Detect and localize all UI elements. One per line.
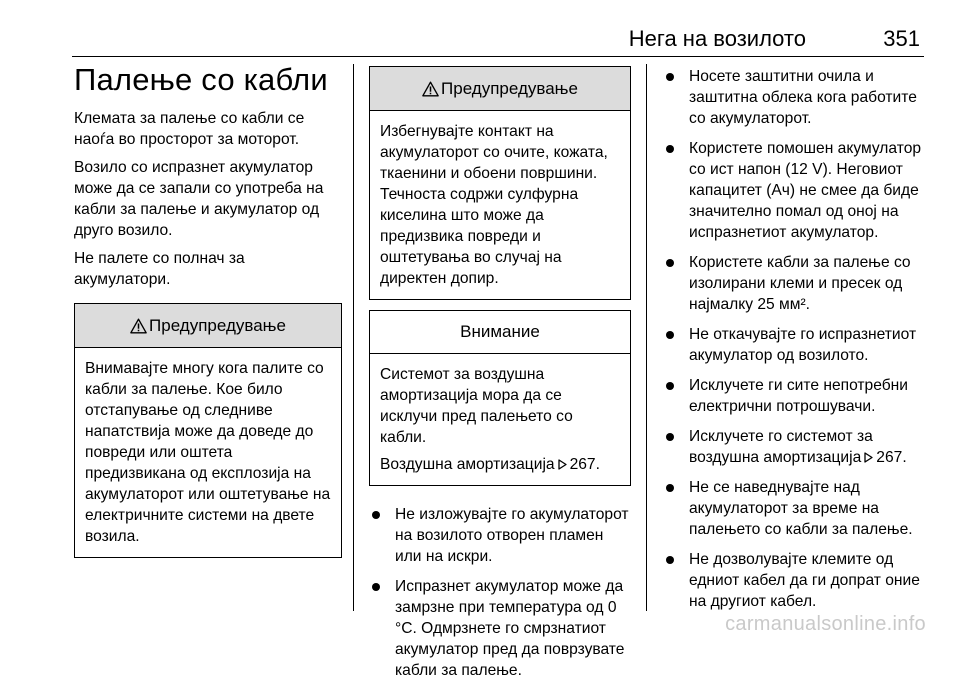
list-item-text: Не дозволувајте клемите од едниот кабел да ги допрат оние на другиот кабел. bbox=[689, 551, 920, 610]
bullet-icon bbox=[666, 484, 674, 492]
warning-box-heading bbox=[370, 67, 630, 111]
warning-heading-text: Предупредување bbox=[441, 78, 578, 98]
list-item bbox=[663, 66, 929, 129]
notice-text: Системот за воздушна амортизација мора да се исклучи пред палењето со кабли. bbox=[380, 366, 573, 446]
paragraph: Не палете со полнач за акумулатори. bbox=[74, 250, 245, 288]
list-item-text: Исклучете го системот за воздушна амортизација bbox=[689, 428, 873, 466]
page-number: 351 bbox=[883, 26, 920, 51]
list-item bbox=[663, 426, 929, 468]
warning-box bbox=[74, 303, 342, 558]
page-reference-arrow-icon bbox=[864, 452, 873, 463]
bullet-icon bbox=[372, 511, 380, 519]
bullet-icon bbox=[666, 556, 674, 564]
bullet-list bbox=[663, 66, 929, 612]
list-item-text: Исклучете ги сите непотребни електрични потрошувачи. bbox=[689, 377, 908, 415]
list-item bbox=[663, 549, 929, 612]
notice-box-heading bbox=[370, 311, 630, 354]
column-1 bbox=[74, 60, 342, 558]
notice-heading-text: Внимание bbox=[460, 322, 540, 341]
bullet-icon bbox=[666, 259, 674, 267]
section-title: Палење со кабли bbox=[74, 62, 328, 97]
notice-box bbox=[369, 310, 631, 486]
column-3 bbox=[663, 66, 929, 621]
list-item bbox=[369, 576, 631, 681]
list-item-text: Носете заштитни очила и заштитна облека кога работите со акумулаторот. bbox=[689, 68, 917, 127]
bullet-list bbox=[369, 504, 631, 681]
warning-box bbox=[369, 66, 631, 300]
reference-page[interactable]: 267. bbox=[876, 449, 907, 466]
warning-heading-text: Предупредување bbox=[149, 315, 286, 335]
list-item bbox=[663, 138, 929, 243]
running-header-title: Нега на возилото bbox=[628, 26, 806, 51]
list-item bbox=[663, 477, 929, 540]
list-item-text: Користете кабли за палење со изолирани клеми и пресек од најмалку 25 мм². bbox=[689, 254, 911, 313]
bullet-icon bbox=[666, 433, 674, 441]
warning-text: Внимавајте многу кога палите со кабли за палење. Кое било отстапување од следниве напатствија може да доведе до повреди или оштета предизвикана од експлозија на акумулаторот или оштетување на електричните системи на двете возила. bbox=[85, 360, 331, 545]
header-rule bbox=[72, 56, 924, 57]
warning-icon bbox=[422, 81, 439, 97]
bullet-icon bbox=[666, 145, 674, 153]
bullet-icon bbox=[666, 331, 674, 339]
list-item-text: Користете помошен акумулатор со ист напон (12 V). Неговиот капацитет (Ач) не смее да биде значително помал од оној на испразнетиот акумулатор. bbox=[689, 140, 922, 241]
list-item-text: Не изложувајте го акумулаторот на возилото отворен пламен или на искри. bbox=[395, 506, 629, 565]
reference-page[interactable]: 267. bbox=[569, 456, 600, 473]
watermark: carmanualsonline.info bbox=[725, 613, 926, 635]
paragraph: Возило со испразнет акумулатор може да се запали со употреба на кабли за палење и акумулатор од друго возило. bbox=[74, 159, 324, 239]
column-divider-2 bbox=[646, 64, 647, 611]
notice-reference bbox=[380, 454, 620, 475]
warning-text: Избегнувајте контакт на акумулаторот со очите, кожата, ткаенини и обоени површини. Течноста содржи сулфурна киселина што може да предизвика повреди и оштетувања во случај на директен допир. bbox=[380, 123, 608, 287]
column-divider-1 bbox=[353, 64, 354, 611]
list-item bbox=[663, 324, 929, 366]
list-item-text: Не откачувајте го испразнетиот акумулатор од возилото. bbox=[689, 326, 917, 364]
page-reference-arrow-icon bbox=[558, 459, 567, 470]
bullet-icon bbox=[666, 73, 674, 81]
bullet-icon bbox=[372, 583, 380, 591]
list-item bbox=[369, 504, 631, 567]
warning-box-heading bbox=[75, 304, 341, 348]
list-item bbox=[663, 375, 929, 417]
bullet-icon bbox=[666, 382, 674, 390]
list-item-text: Испразнет акумулатор може да замрзне при температура од 0 °C. Одмрзнете го смрзнатиот акумулатор пред да поврзувате кабли за палење. bbox=[395, 578, 625, 679]
paragraph: Клемата за палење со кабли се наоѓа во просторот за моторот. bbox=[74, 110, 305, 148]
list-item-text: Не се наведнувајте над акумулаторот за време на палењето со кабли за палење. bbox=[689, 479, 913, 538]
warning-icon bbox=[130, 318, 147, 334]
list-item bbox=[663, 252, 929, 315]
reference-text: Воздушна амортизација bbox=[380, 456, 555, 473]
column-2 bbox=[369, 66, 631, 690]
